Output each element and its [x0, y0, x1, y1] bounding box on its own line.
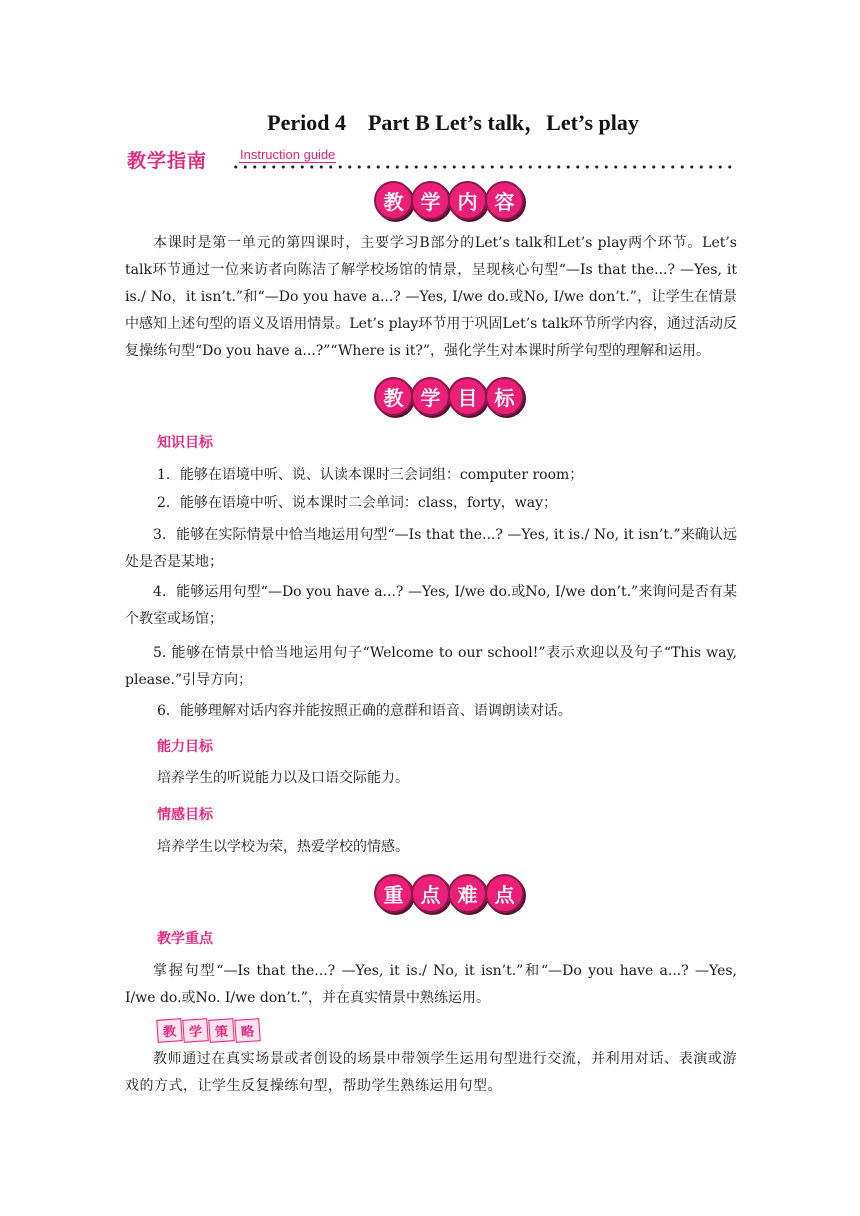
goal-item: 2．能够在语境中听、说本课时二会单词：class，forty，way；	[157, 495, 558, 511]
badge-char: 学	[411, 181, 450, 220]
strategy-char: 策	[208, 1018, 235, 1043]
dotted-divider	[231, 164, 737, 170]
strategy-char: 略	[234, 1018, 261, 1043]
strategy-tag	[157, 1019, 261, 1042]
emotion-goals-text: 培养学生以学校为荣，热爱学校的情感。	[157, 839, 409, 855]
strategy-text: 教师通过在真实场景或者创设的场景中带领学生运用句型进行交流，并利用对话、表演或游戏的方式，让学生反复操练句型，帮助学生熟练运用句型。	[125, 1051, 737, 1094]
badge-char: 教	[374, 377, 413, 416]
page-title: Period 4 Part B Let’s talk，Let’s play	[267, 110, 639, 135]
badge-char: 点	[411, 874, 450, 913]
badge-key-points	[374, 874, 522, 913]
content-paragraph: 本课时是第一单元的第四课时，主要学习B部分的Let’s talk和Let’s play两个环节。Let’s talk环节通过一位来访者向陈洁了解学校场馆的情景，呈现核心句型“—Is that the...? —Yes, it is./ No，it isn’t.”和“—Do you have a...? —Yes, I/we do.或No, I/we don’t.”，让学生在情景中感知上述句型的语义及语用情景。Let’s play环节用于巩固Let’s talk环节所学内容，通过活动反复操练句型“Do you have a...?”“Where is it?”，强化学生对本课时所学句型的理解和运用。	[125, 235, 737, 359]
badge-char: 教	[374, 181, 413, 220]
emotion-goals-heading: 情感目标	[157, 807, 213, 823]
key-points-text: 掌握句型“—Is that the...? —Yes, it is./ No, it isn’t.”和“—Do you have a...? —Yes, I/we do.或No. I/we don’t.”，并在真实情景中熟练运用。	[125, 963, 737, 1006]
goal-item: 1．能够在语境中听、说、认读本课时三会词组：computer room；	[157, 467, 584, 483]
badge-char: 学	[411, 377, 450, 416]
strategy-char: 学	[182, 1018, 209, 1043]
badge-char: 点	[485, 874, 524, 913]
badge-char: 重	[374, 874, 413, 913]
badge-char: 容	[485, 181, 524, 220]
badge-char: 标	[485, 377, 524, 416]
badge-char: 内	[448, 181, 487, 220]
instruction-guide-header	[127, 146, 737, 174]
knowledge-goals-heading: 知识目标	[157, 435, 213, 451]
goal-item: 4．能够运用句型“—Do you have a...? —Yes, I/we do.或No, I/we don’t.”来询问是否有某个教室或场馆；	[125, 584, 737, 627]
strategy-char: 教	[156, 1018, 183, 1043]
badge-teaching-goals	[374, 377, 522, 416]
key-points-heading: 教学重点	[157, 931, 213, 947]
badge-teaching-content	[374, 181, 522, 220]
guide-title-en: Instruction guide	[240, 147, 336, 162]
badge-char: 目	[448, 377, 487, 416]
guide-title-cn: 教学指南	[127, 150, 208, 172]
goal-item: 3．能够在实际情景中恰当地运用句型“—Is that the...? —Yes, it is./ No, it isn’t.”来确认远处是否是某地；	[125, 527, 737, 570]
goal-item: 5. 能够在情景中恰当地运用句子“Welcome to our school!”表示欢迎以及句子“This way, please.”引导方向；	[125, 645, 737, 688]
ability-goals-heading: 能力目标	[157, 739, 213, 755]
goal-item: 6．能够理解对话内容并能按照正确的意群和语音、语调朗读对话。	[157, 703, 572, 719]
badge-char: 难	[448, 874, 487, 913]
ability-goals-text: 培养学生的听说能力以及口语交际能力。	[157, 770, 409, 786]
